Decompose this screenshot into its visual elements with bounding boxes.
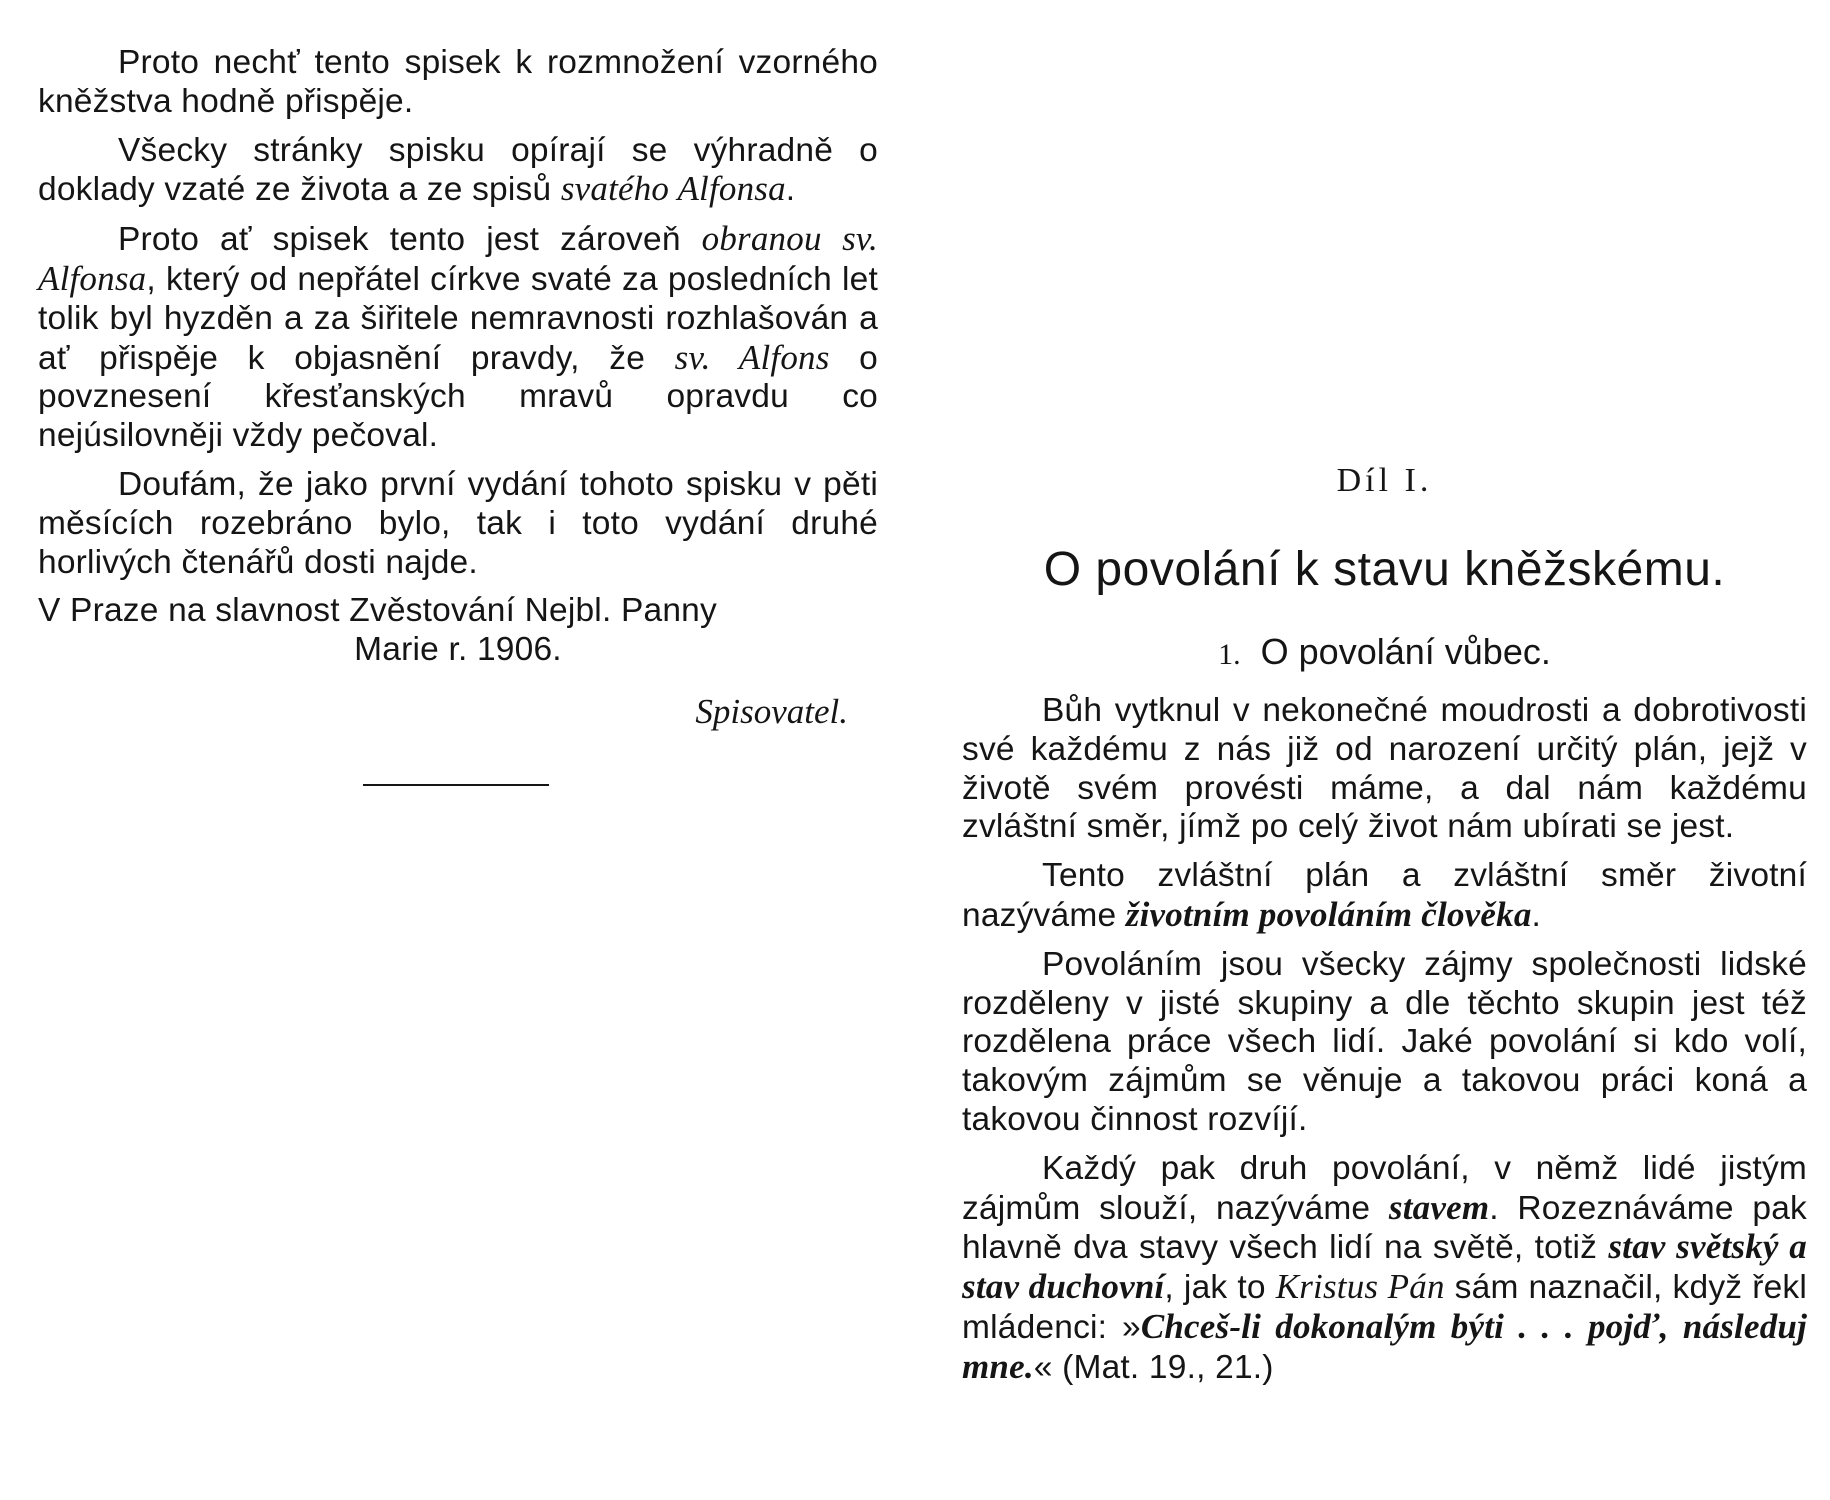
paragraph [962,692,1807,847]
text-run: Proto ať spisek tento jest zároveň [118,221,702,259]
text-run: « (Mat. 19., 21.) [1033,1348,1274,1386]
section-divider [363,784,549,786]
emphasis-text: sv. Alfons [674,337,830,377]
place-date [38,592,878,670]
text-run: Bůh vytknul v nekonečné moudrosti a dobrotivosti své každému z nás již od narození určitý plán, jejž v životě svém provésti máme, a dal nám každému zvláštní směr, jímž po celý život nám ubírati se jest. [962,692,1807,846]
place-date-line1: V Praze na slavnost Zvěstování Nejbl. Panny [38,592,717,630]
text-run: o povznesení křesťanských mravů opravdu co nejúsilovněji vždy pečoval. [38,339,878,455]
place-date-line2: Marie r. 1906. [354,631,562,669]
section-number: 1. [1218,638,1241,671]
left-page [38,44,878,786]
text-run: Tento zvláštní plán a zvláštní směr životní nazýváme [962,857,1807,934]
paragraph [38,132,878,211]
emphasis-text: obranou sv. Alfonsa [38,219,878,298]
part-label: Díl I. [1336,462,1433,499]
text-run: Proto nechť tento spisek k rozmnožení vzorného kněžstva hodně přispěje. [38,44,878,120]
paragraph [962,946,1807,1140]
text-run: Každý pak druh povolání, v němž lidé jistým zájmům slouží, nazýváme [962,1149,1807,1227]
paragraph [38,220,878,456]
signature: Spisovatel. [695,691,848,731]
text-run: Povoláním jsou všecky zájmy společnosti lidské rozděleny v jisté skupiny a dle těchto skupin jest též rozdělena práce všech lidí. Jaké povolání si kdo volí, takovým zájmům se věnuje a takovou práci koná a takovou činnost rozvíjí. [962,945,1807,1138]
text-run: . Rozeznáváme pak hlavně dva stavy všech lidí na světě, totiž [962,1189,1807,1267]
paragraph [962,1150,1807,1388]
emphasis-text: stav světský a stav duchovní [962,1227,1808,1307]
text-run: Doufám, že jako první vydání tohoto spisku v pěti měsících rozebráno bylo, tak i toto vydání druhé horlivých čtenářů dosti najde. [38,465,878,581]
left-page-text [38,44,878,582]
text-run: Všecky stránky spisku opírají se výhradně o doklady vzaté ze života a ze spisů [38,131,878,209]
text-run: , který od nepřátel církve svaté za posledních let tolik byl hyzděn a za šiřitele nemravnosti rozhlašován a ať přispěje k objasnění pravdy, že [38,260,878,377]
emphasis-text: Kristus Pán [1275,1267,1445,1307]
emphasis-text: Chceš-li dokonalým býti . . . pojď, následuj mne. [962,1306,1808,1386]
emphasis-text: životním povoláním člověka [1125,894,1532,934]
paragraph [38,44,878,122]
text-run: . [785,171,796,209]
part-title: O povolání k stavu kněžskému. [1043,543,1726,596]
text-run: sám naznačil, když řekl mládenci: » [962,1269,1808,1346]
paragraph [962,857,1807,936]
text-run: . [1531,896,1542,934]
text-run: , jak to [1164,1269,1276,1307]
section-title: O povolání vůbec. [1260,631,1551,672]
emphasis-text: stavem [1388,1187,1490,1227]
paragraph [38,466,878,582]
section-heading [962,630,1807,677]
right-page-text [962,692,1807,1398]
emphasis-text: svatého Alfonsa [560,169,786,209]
